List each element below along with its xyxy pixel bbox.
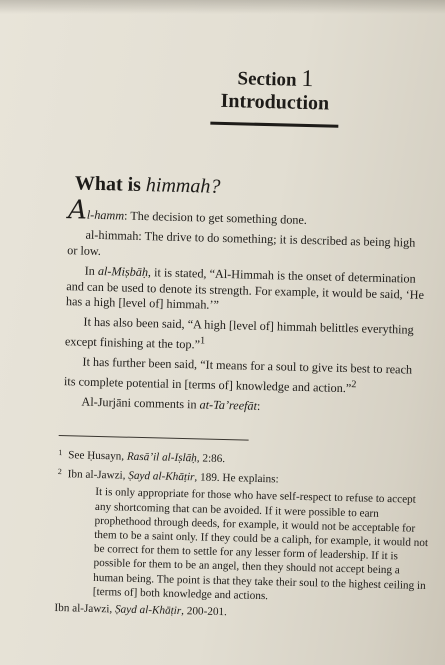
subsection-heading — [75, 172, 221, 199]
section-title: Introduction — [220, 89, 330, 115]
source-lead: Ibn al-Jawzi, — [54, 601, 116, 616]
paragraph-6-colon: : — [256, 399, 261, 414]
paragraph-3-lead: In — [84, 263, 99, 279]
paragraph-1 — [67, 195, 428, 231]
heading-italic-term: himmah? — [145, 174, 221, 198]
paragraph-1-text: : The decision to get something done. — [123, 208, 308, 228]
footnote-2-lead: Ibn al-Jawzi, — [67, 468, 129, 482]
paragraph-6-source: at-Ta’reefāt — [199, 397, 258, 414]
heading-prefix: What is — [74, 172, 142, 196]
footnote-divider — [59, 435, 249, 441]
paragraph-6-lead: Al-Jurjāni comments in — [81, 394, 200, 412]
footnote-1-ref: , 2:86. — [196, 452, 226, 466]
footnote-2-ref: , 189. He explains: — [194, 471, 279, 486]
footnote-2-title: Ṣayd al-Khāṭir — [128, 469, 195, 484]
paragraph-5-text: It has further been said, “It means for a soul to give its best to reach its complete potential in [terms of] knowledge and action.” — [63, 354, 413, 395]
footnote-2-number: 2 — [57, 467, 62, 477]
source-title: Ṣayd al-Khāṭir — [114, 603, 182, 618]
title-underline — [210, 122, 338, 128]
paragraph-3 — [66, 263, 427, 318]
paragraph-3-source: al-Miṣbāḥ — [97, 264, 149, 280]
footnote-ref-2: 2 — [351, 378, 357, 390]
paragraph-1-term: l-hamm — [86, 207, 125, 223]
section-number: 1 — [301, 65, 314, 93]
source-pages: , 200-201. — [181, 605, 228, 619]
footnote-2-quote: It is only appropriate for those who have self-respect to refuse to accept any shortcoming that can be avoided. If it were possible to earn prophethood through deeds, for example, it would not be acceptable for them to be a saint only. If they could be a caliph, for example, it would not be correct for them to settle for any lesser form of leadership. If it is possible for them to be an angel, then they should not accept being a human being. The point is that they take their soul to the highest ceiling in [terms of] both knowledge and actions. — [92, 486, 429, 602]
footnote-ref-1: 1 — [199, 335, 206, 347]
paragraph-5 — [64, 354, 425, 398]
paragraph-4 — [65, 315, 426, 359]
drop-cap: A — [67, 195, 88, 226]
paragraph-6 — [63, 394, 423, 418]
footnote-1-number: 1 — [58, 448, 63, 458]
footnote-1-title: Rasā’il al-Iṣlāḥ — [126, 450, 197, 465]
footnotes — [54, 446, 430, 624]
body-text — [63, 195, 428, 423]
section-word: Section — [237, 68, 297, 91]
paragraph-3-text: , it is stated, “Al-Himmah is the onset of determination and can be used to denote its strength. For example, it would be said, ‘He has a high [level of] himmah.’” — [65, 265, 425, 312]
paragraph-2: al-himmah: The drive to do something; it is described as being high or low. — [67, 228, 416, 258]
footnote-1-lead: See Ḥusayn, — [68, 449, 128, 463]
paragraph-4-text: It has also been said, “A high [level of] himmah belittles everything except finishing at the top.” — [64, 315, 414, 352]
